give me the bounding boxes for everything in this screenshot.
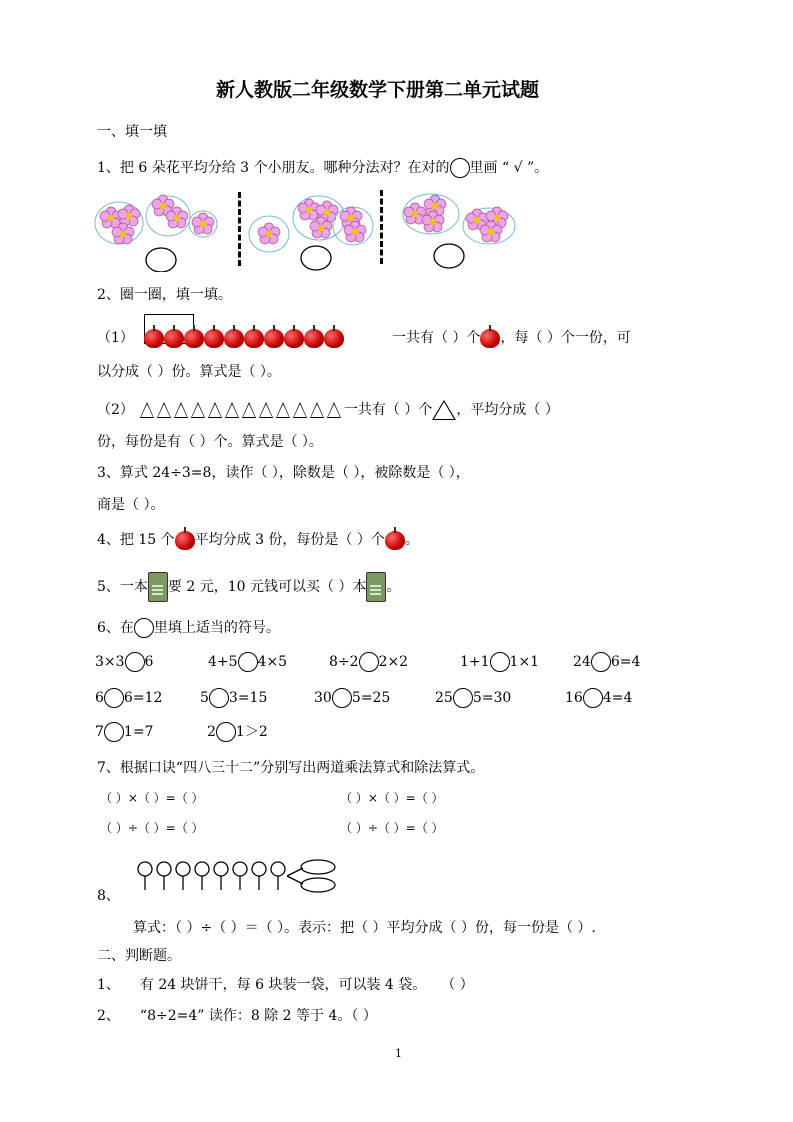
- question-1: 1、把 6 朵花平均分给 3 个小朋友。哪种分法对？在对的 里画 “ √ ”。: [97, 160, 549, 176]
- page-number: 1: [395, 1047, 402, 1060]
- division-blank: （ ）÷（ ）=（ ）: [100, 821, 204, 835]
- triangle-icon: [432, 400, 456, 420]
- triangle-icon: [310, 402, 324, 418]
- page-title: 新人教版二年级数学下册第二单元试题: [216, 79, 540, 101]
- lollipop-illustration: [133, 856, 343, 900]
- answer-oval: [434, 244, 464, 268]
- apple-icon: [324, 329, 344, 348]
- answer-oval: [301, 246, 331, 270]
- question-2-part-2: （2） 一共有（ ）个 ，平均分成（ ）: [97, 402, 559, 418]
- answer-circle-icon: [453, 688, 473, 708]
- answer-circle-icon: [591, 652, 611, 672]
- triangle-icon: [157, 402, 171, 418]
- question-8-number: 8、: [97, 888, 120, 904]
- triangle-icon: [174, 402, 188, 418]
- apple-icon: [184, 329, 204, 348]
- question-6: 6、在 里填上适当的符号。: [97, 620, 280, 636]
- answer-oval: [146, 248, 176, 272]
- multiplication-blank: （ ）×（ ）=（ ）: [340, 791, 444, 805]
- triangle-row: [140, 402, 344, 418]
- apple-icon: [244, 329, 264, 348]
- triangle-icon: [140, 402, 154, 418]
- question-3-line2: 商是（ ）。: [97, 497, 165, 513]
- apple-icon: [164, 329, 184, 348]
- apple-icon: [480, 329, 500, 348]
- flower-groups-illustration: [93, 192, 533, 272]
- question-2-heading: 2、圈一圈，填一填。: [97, 287, 232, 303]
- answer-circle-icon: [359, 652, 379, 672]
- divider-line: [238, 192, 241, 266]
- triangle-icon: [276, 402, 290, 418]
- notebook-icon: [366, 572, 386, 602]
- judge-1: 1、 有 24 块饼干，每 6 块装一袋，可以装 4 袋。 （ ）: [97, 977, 474, 993]
- question-4: 4、把 15 个 平均分成 3 份，每份是（ ）个 。: [97, 532, 419, 548]
- notebook-icon: [148, 572, 168, 602]
- question-7: 7、根据口诀“四八三十二”分别写出两道乘法算式和除法算式。: [97, 760, 485, 776]
- triangle-icon: [208, 402, 222, 418]
- question-8-formula: 算式：（ ）÷（ ）＝（ ）。表示：把（ ）平均分成（ ）份，每一份是（ ）.: [133, 920, 596, 936]
- answer-circle-icon: [134, 618, 154, 638]
- triangle-icon: [327, 402, 341, 418]
- divider-line: [380, 190, 383, 264]
- apple-icon: [304, 329, 324, 348]
- answer-circle-icon: [450, 158, 470, 178]
- judge-2: 2、 “8÷2=4” 读作：8 除 2 等于 4。（ ）: [97, 1008, 377, 1024]
- apple-icon: [264, 329, 284, 348]
- section-heading-judge: 二、判断题。: [97, 948, 181, 964]
- apple-icon: [144, 329, 164, 348]
- answer-circle-icon: [583, 688, 603, 708]
- question-2-part-1: （1）: [97, 328, 388, 348]
- answer-circle-icon: [490, 652, 510, 672]
- triangle-icon: [242, 402, 256, 418]
- apple-icon: [204, 329, 224, 348]
- apple-icon: [284, 329, 304, 348]
- section-heading-fill: 一、填一填: [97, 124, 167, 140]
- triangle-icon: [259, 402, 273, 418]
- answer-circle-icon: [209, 688, 229, 708]
- answer-circle-icon: [125, 652, 145, 672]
- question-3-line1: 3、算式 24÷3=8，读作（ ），除数是（ ），被除数是（ ），: [97, 465, 470, 481]
- triangle-icon: [293, 402, 307, 418]
- multiplication-blank: （ ）×（ ）=（ ）: [100, 791, 204, 805]
- triangle-icon: [191, 402, 205, 418]
- apple-row: [144, 328, 388, 348]
- answer-circle-icon: [332, 688, 352, 708]
- apple-icon: [385, 531, 405, 550]
- division-blank: （ ）÷（ ）=（ ）: [340, 821, 444, 835]
- answer-circle-icon: [104, 722, 124, 742]
- apple-icon: [175, 531, 195, 550]
- answer-circle-icon: [216, 722, 236, 742]
- answer-circle-icon: [238, 652, 258, 672]
- apple-icon: [224, 329, 244, 348]
- question-2-part-1-line2: 以分成（ ）份。算式是（ ）。: [97, 364, 281, 380]
- question-5: 5、一本 要 2 元，10 元钱可以买（ ）本 。: [97, 572, 400, 602]
- answer-circle-icon: [104, 688, 124, 708]
- question-2-part-1-text: 一共有（ ）个 ，每（ ）个一份，可: [392, 330, 631, 346]
- question-2-part-2-line2: 份，每份是有（ ）个。算式是（ ）。: [97, 434, 323, 450]
- triangle-icon: [225, 402, 239, 418]
